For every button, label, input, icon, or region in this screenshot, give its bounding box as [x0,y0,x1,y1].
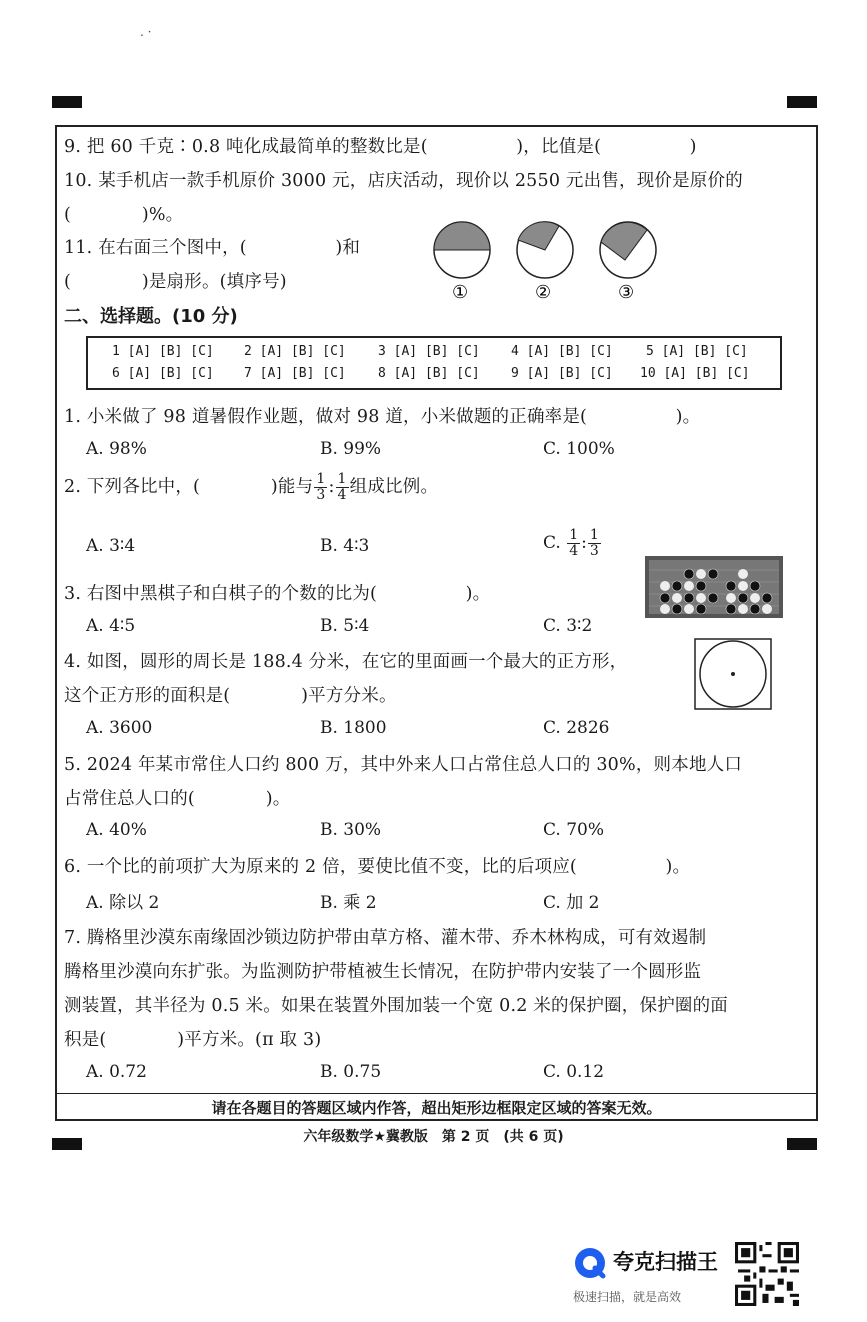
mc4-option-c[interactable]: C. 2826 [543,718,610,738]
figure-label-2: ② [535,282,552,303]
figure-1-semicircle [434,222,490,278]
mc3-stem: 3. 右图中黑棋子和白棋子的个数的比为( )。 [64,584,491,604]
qr-code-icon[interactable] [735,1242,799,1306]
fraction: $\frac{1}{3}$ [589,527,599,559]
brand-logo-icon [573,1246,607,1280]
mc6-option-c[interactable]: C. 加 2 [543,893,600,913]
answer-cell[interactable]: 7 [A] [B] [C] [244,366,346,381]
mc5-option-b[interactable]: B. 30% [320,820,382,840]
figure-label-1: ① [452,282,469,303]
mc4-stem-line2: 这个正方形的面积是( )平方分米。 [64,686,397,706]
mc5-option-a[interactable]: A. 40% [86,820,147,840]
mc2-stem-post: 组成比例。 [349,477,439,497]
mc3-option-c[interactable]: C. 3∶2 [543,616,593,636]
figure-label-3: ③ [618,282,635,303]
mc7-option-a[interactable]: A. 0.72 [86,1062,147,1082]
sector-figures [425,220,665,305]
section-2-title: 二、选择题。(10 分) [64,306,238,327]
answer-cell[interactable]: 5 [A] [B] [C] [646,344,748,359]
mc7-option-b[interactable]: B. 0.75 [320,1062,382,1082]
brand-name: 夸克扫描王 [613,1250,718,1274]
go-board-image [645,556,783,618]
question-11-line1: 11. 在右面三个图中，( )和 [64,238,361,258]
fraction: $\frac{1}{4}$ [569,527,579,559]
mc2-option-b[interactable]: B. 4∶3 [320,536,370,556]
mc2-option-a[interactable]: A. 3∶4 [86,536,136,556]
answer-area-notice: 请在各题目的答题区域内作答，超出矩形边框限定区域的答案无效。 [55,1093,818,1121]
mc3-option-a[interactable]: A. 4∶5 [86,616,136,636]
mc4-option-a[interactable]: A. 3600 [86,718,153,738]
question-11-line2: ( )是扇形。(填序号) [64,272,287,292]
mc4-stem-line1: 4. 如图，圆形的周长是 188.4 分米，在它的里面画一个最大的正方形， [64,652,628,672]
mc1-option-a[interactable]: A. 98% [86,439,147,459]
answer-bubble-grid [86,336,782,390]
figure-2-sector [517,222,573,278]
answer-cell[interactable]: 2 [A] [B] [C] [244,344,346,359]
mc6-option-b[interactable]: B. 乘 2 [320,893,377,913]
mc5-stem-line2: 占常住总人口的( )。 [64,789,291,809]
mc2-option-c[interactable]: C. $\frac{1}{4}$ : $\frac{1}{3}$ [543,527,599,559]
mc1-option-c[interactable]: C. 100% [543,439,615,459]
scan-marks: . · [140,25,152,39]
answer-cell[interactable]: 9 [A] [B] [C] [511,366,613,381]
question-9: 9. 把 60 千克∶0.8 吨化成最简单的整数比是( )，比值是( ) [64,137,697,157]
mc7-stem-line2: 腾格里沙漠向东扩张。为监测防护带植被生长情况，在防护带内安装了一个圆形监 [64,962,702,982]
page-footer: 六年级数学★冀教版 第 2 页 (共 6 页) [303,1129,564,1145]
registration-mark-top-right [787,96,817,108]
question-10-line2: ( )%。 [64,205,184,225]
mc7-option-c[interactable]: C. 0.12 [543,1062,605,1082]
figure-3-partial-circle [600,222,656,278]
mc3-option-b[interactable]: B. 5∶4 [320,616,370,636]
circle-in-square-figure [694,638,772,710]
mc4-option-b[interactable]: B. 1800 [320,718,387,738]
fraction: $\frac{1}{3}$ [316,471,326,503]
answer-cell[interactable]: 3 [A] [B] [C] [378,344,480,359]
mc2-stem: 2. 下列各比中，( )能与 $\frac{1}{3}$ : $\frac{1}{4}$ 组成比例。 [64,471,439,503]
mc5-stem-line1: 5. 2024 年某市常住人口约 800 万，其中外来人口占常住总人口的 30%，则本地人口 [64,755,743,775]
registration-mark-top-left [52,96,82,108]
mc5-option-c[interactable]: C. 70% [543,820,604,840]
mc6-stem: 6. 一个比的前项扩大为原来的 2 倍，要使比值不变，比的后项应( )。 [64,857,691,877]
mc7-stem-line4: 积是( )平方米。(π 取 3) [64,1030,322,1050]
answer-cell[interactable]: 1 [A] [B] [C] [112,344,214,359]
mc7-stem-line3: 测装置，其半径为 0.5 米。如果在装置外围加装一个宽 0.2 米的保护圈，保护圈的面 [64,996,729,1016]
answer-cell[interactable]: 6 [A] [B] [C] [112,366,214,381]
mc6-option-a[interactable]: A. 除以 2 [86,893,160,913]
answer-cell[interactable]: 4 [A] [B] [C] [511,344,613,359]
brand-slogan: 极速扫描，就是高效 [573,1290,682,1304]
mc1-stem: 1. 小米做了 98 道暑假作业题，做对 98 道，小米做题的正确率是( )。 [64,407,701,427]
answer-cell[interactable]: 10 [A] [B] [C] [640,366,750,381]
question-10-line1: 10. 某手机店一款手机原价 3000 元，店庆活动，现价以 2550 元出售，现价是原价的 [64,171,743,191]
fraction: $\frac{1}{4}$ [337,471,347,503]
mc2-stem-pre: 2. 下列各比中，( )能与 [64,477,314,497]
mc7-stem-line1: 7. 腾格里沙漠东南缘固沙锁边防护带由草方格、灌木带、乔木林构成，可有效遏制 [64,928,707,948]
answer-cell[interactable]: 8 [A] [B] [C] [378,366,480,381]
mc1-option-b[interactable]: B. 99% [320,439,382,459]
